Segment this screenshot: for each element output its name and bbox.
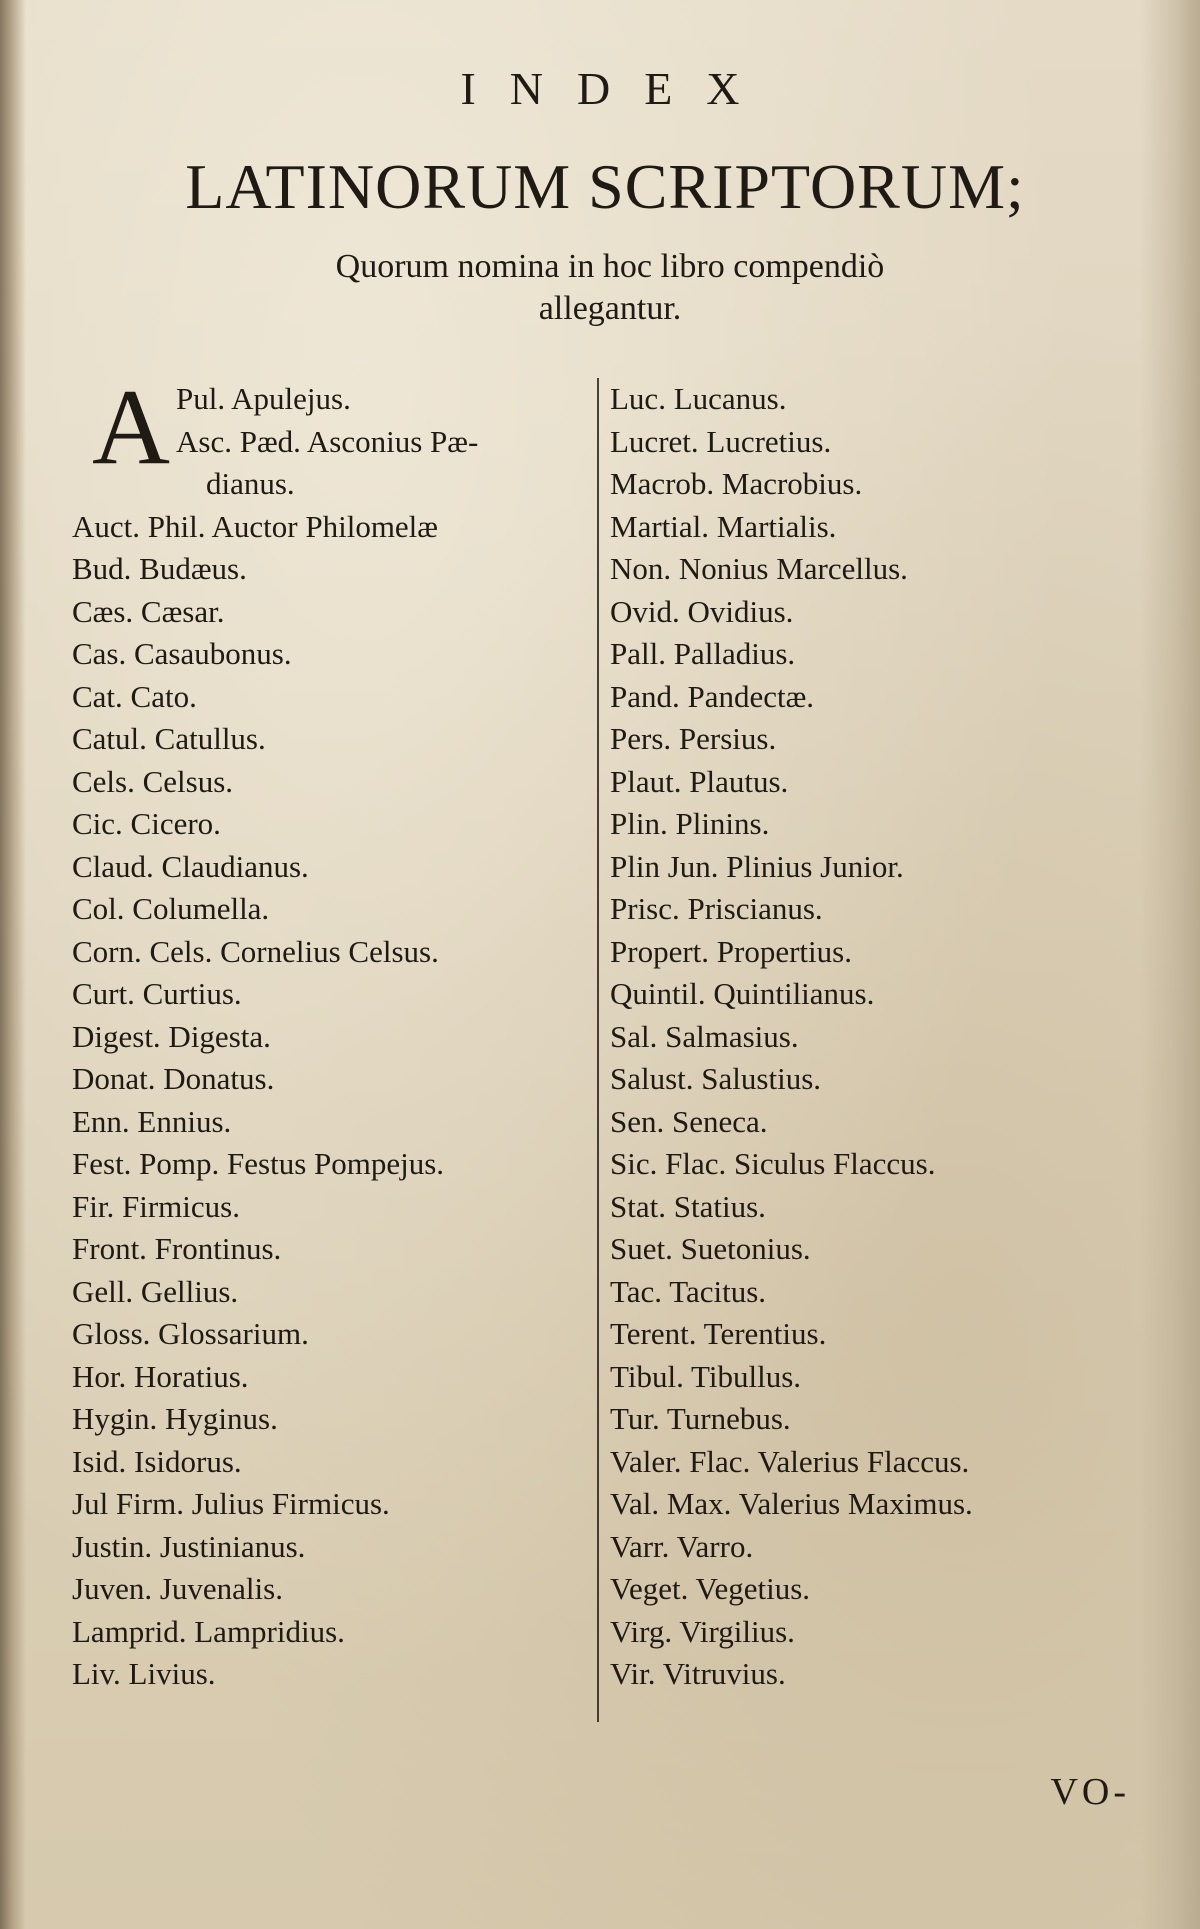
list-item: Corn. Cels. Cornelius Celsus.	[72, 933, 439, 969]
list-item: Enn. Ennius.	[72, 1103, 232, 1139]
list-item: Macrob. Macrobius.	[610, 466, 863, 501]
list-item: Tac. Tacitus.	[610, 1273, 767, 1309]
list-item-continuation: dianus.	[206, 466, 295, 501]
right-column	[610, 378, 1150, 1696]
list-item: Virg. Virgilius.	[610, 1613, 795, 1649]
list-item: Liv. Livius.	[72, 1656, 216, 1691]
index-heading: INDEX	[460, 63, 774, 114]
list-item: Sic. Flac. Siculus Flaccus.	[610, 1146, 936, 1181]
list-item: Terent. Terentius.	[610, 1316, 827, 1351]
list-item: Digest. Digesta.	[72, 1018, 271, 1054]
list-item: Claud. Claudianus.	[72, 848, 309, 884]
list-item: Fest. Pomp. Festus Pompejus.	[72, 1146, 445, 1181]
list-item: Lucret. Lucretius.	[610, 423, 832, 459]
list-item: Veget. Vegetius.	[610, 1571, 811, 1606]
list-item: Plaut. Plautus.	[610, 763, 789, 799]
list-item: Pall. Palladius.	[610, 636, 796, 671]
subtitle-line-1: Quorum nomina in hoc libro compendiò	[335, 248, 885, 285]
list-item: Jul Firm. Julius Firmicus.	[72, 1486, 390, 1521]
list-item: Cic. Cicero.	[72, 806, 221, 841]
list-item: Ovid. Ovidius.	[610, 593, 794, 629]
page-left-edge	[0, 0, 26, 1929]
list-item: Pers. Persius.	[610, 721, 777, 756]
catchword: VO-	[1050, 1771, 1130, 1813]
list-item: Quintil. Quintilianus.	[610, 976, 875, 1011]
list-item: Asc. Pæd. Asconius Pæ-	[176, 423, 479, 459]
left-column	[72, 368, 588, 1696]
right-entries-list	[610, 378, 1150, 1696]
list-item: Hor. Horatius.	[72, 1358, 249, 1394]
list-item: Hygin. Hyginus.	[72, 1401, 278, 1436]
list-item: Tibul. Tibullus.	[610, 1358, 802, 1394]
list-item: Pul. Apulejus.	[176, 381, 351, 416]
list-item: Bud. Budæus.	[72, 551, 247, 586]
list-item: Non. Nonius Marcellus.	[610, 551, 908, 586]
list-item: Stat. Statius.	[610, 1188, 766, 1224]
subtitle-line-2: allegantur.	[538, 290, 682, 327]
list-item: Front. Frontinus.	[72, 1231, 282, 1266]
list-item: Cat. Cato.	[72, 678, 197, 714]
list-item: Suet. Suetonius.	[610, 1231, 811, 1266]
list-item: Martial. Martialis.	[610, 508, 837, 544]
list-item: Cas. Casaubonus.	[72, 636, 292, 671]
column-divider	[597, 378, 599, 1722]
list-item: Lamprid. Lampridius.	[72, 1613, 345, 1649]
list-item: Gloss. Glossarium.	[72, 1316, 309, 1351]
list-item: Curt. Curtius.	[72, 976, 242, 1011]
list-item: Plin. Plinins.	[610, 806, 770, 841]
list-item: Auct. Phil. Auctor Philomelæ	[72, 508, 438, 544]
list-item: Sen. Seneca.	[610, 1103, 768, 1139]
list-item: Pand. Pandectæ.	[610, 678, 815, 714]
list-item: Valer. Flac. Valerius Flaccus.	[610, 1443, 970, 1479]
list-item: Luc. Lucanus.	[610, 381, 787, 416]
list-item: Gell. Gellius.	[72, 1273, 239, 1309]
list-item: Fir. Firmicus.	[72, 1188, 240, 1224]
list-item: Isid. Isidorus.	[72, 1443, 242, 1479]
list-item: Salust. Salustius.	[610, 1061, 822, 1096]
list-item: Propert. Propertius.	[610, 933, 852, 969]
list-item: Tur. Turnebus.	[610, 1401, 791, 1436]
list-item: Val. Max. Valerius Maximus.	[610, 1486, 973, 1521]
subtitle	[200, 246, 1020, 330]
drop-cap: A	[92, 368, 170, 487]
list-item: Sal. Salmasius.	[610, 1018, 799, 1054]
list-item: Donat. Donatus.	[72, 1061, 275, 1096]
list-item: Vir. Vitruvius.	[610, 1656, 786, 1691]
main-title: LATINORUM SCRIPTORUM;	[185, 151, 1025, 222]
list-item: Prisc. Priscianus.	[610, 891, 823, 926]
left-entries-list	[72, 506, 588, 1696]
list-item: Cels. Celsus.	[72, 763, 234, 799]
list-item: Plin Jun. Plinius Junior.	[610, 848, 904, 884]
list-item: Justin. Justinianus.	[72, 1528, 306, 1564]
list-item: Col. Columella.	[72, 891, 270, 926]
list-item: Catul. Catullus.	[72, 721, 266, 756]
list-item: Varr. Varro.	[610, 1528, 754, 1564]
list-item: Cæs. Cæsar.	[72, 593, 225, 629]
list-item: Juven. Juvenalis.	[72, 1571, 283, 1606]
